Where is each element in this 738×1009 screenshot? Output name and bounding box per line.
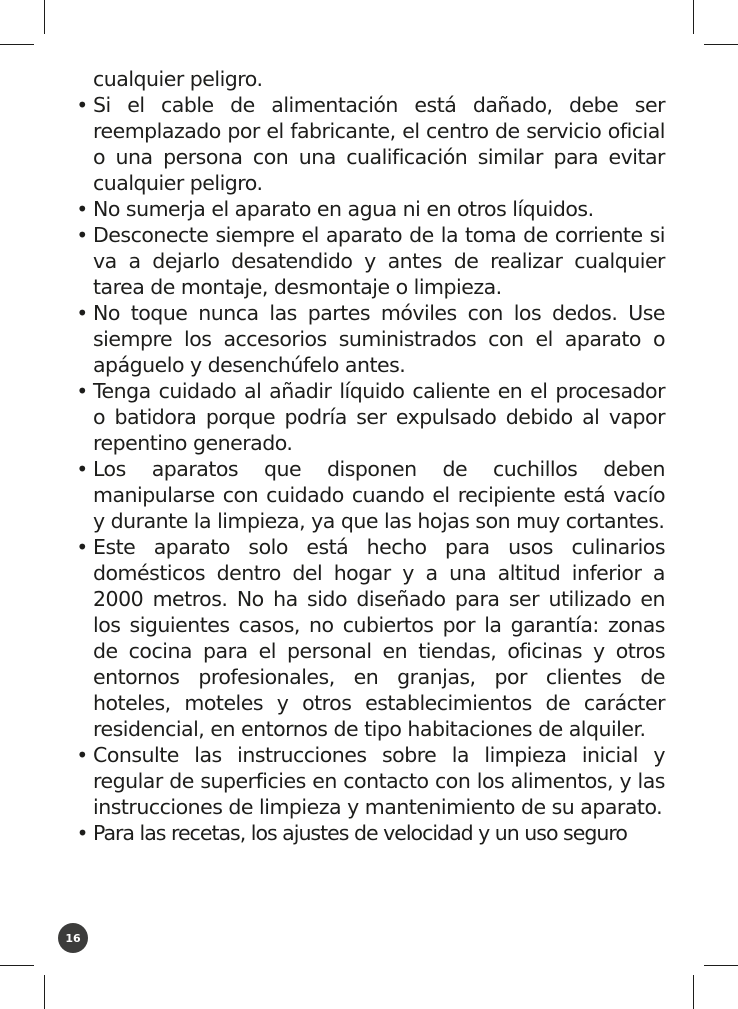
crop-mark-bottom-left-horizontal bbox=[0, 965, 34, 966]
crop-mark-top-right-vertical bbox=[693, 0, 694, 34]
crop-mark-bottom-right-horizontal bbox=[704, 965, 738, 966]
list-item: • Los aparatos que disponen de cuchillos deben manipularse con cuidado cuando el recipiente está vacío y durante la limpieza, ya que las hojas son muy cortantes. bbox=[76, 457, 665, 533]
bullet-icon: • bbox=[76, 457, 88, 481]
list-item: • No toque nunca las partes móviles con los dedos. Use siempre los accesorios suministrados con el aparato o apáguelo y desenchúfelo antes. bbox=[76, 301, 665, 377]
bullet-icon: • bbox=[76, 197, 88, 221]
safety-list bbox=[75, 92, 665, 846]
bullet-icon: • bbox=[76, 743, 88, 767]
crop-mark-bottom-left-vertical bbox=[44, 975, 45, 1009]
bullet-icon: • bbox=[76, 535, 88, 559]
bullet-icon: • bbox=[76, 821, 88, 845]
list-item: • No sumerja el aparato en agua ni en otros líquidos. bbox=[76, 197, 594, 221]
continued-text: cualquier peligro. bbox=[93, 67, 263, 91]
list-item: • Este aparato solo está hecho para usos culinarios domésticos dentro del hogar y a una altitud inferior a 2000 metros. No ha sido diseñado para ser utilizado en los siguientes casos, no cubiertos por la garantía: zonas de cocina para el personal en tiendas, oficinas y otros entornos profesionales, en granjas, por clientes de hoteles, moteles y otros establecimientos de carácter residencial, en entornos de tipo habitaciones de alquiler. bbox=[76, 535, 665, 741]
crop-mark-top-left-vertical bbox=[44, 0, 45, 34]
bullet-icon: • bbox=[76, 223, 88, 247]
list-item: • Para las recetas, los ajustes de velocidad y un uso seguro bbox=[76, 821, 627, 845]
bullet-icon: • bbox=[76, 379, 88, 403]
crop-mark-top-left-horizontal bbox=[0, 44, 34, 45]
crop-mark-bottom-right-vertical bbox=[693, 975, 694, 1009]
list-item: • Desconecte siempre el aparato de la toma de corriente si va a dejarlo desatendido y antes de realizar cualquier tarea de montaje, desmontaje o limpieza. bbox=[76, 223, 665, 299]
safety-instructions bbox=[75, 66, 665, 846]
bullet-icon: • bbox=[76, 301, 88, 325]
crop-mark-top-right-horizontal bbox=[704, 44, 738, 45]
list-item: • Tenga cuidado al añadir líquido caliente en el procesador o batidora porque podría ser expulsado debido al vapor repentino generado. bbox=[76, 379, 665, 455]
bullet-icon: • bbox=[76, 93, 88, 117]
page-number: 16 bbox=[58, 923, 88, 953]
list-item: • Consulte las instrucciones sobre la limpieza inicial y regular de superficies en contacto con los alimentos, y las instrucciones de limpieza y mantenimiento de su aparato. bbox=[76, 743, 665, 819]
list-item: • Si el cable de alimentación está dañado, debe ser reemplazado por el fabricante, el centro de servicio oficial o una persona con una cualificación similar para evitar cualquier peligro. bbox=[76, 93, 665, 195]
